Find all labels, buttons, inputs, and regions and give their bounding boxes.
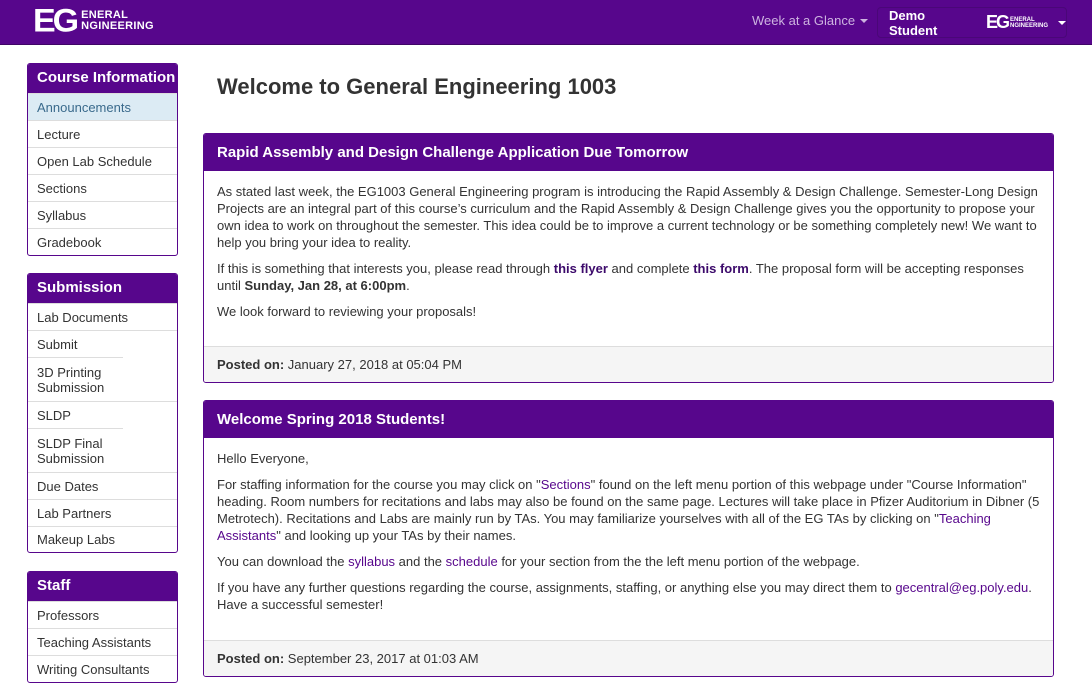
posted-on-label: Posted on: [217, 651, 285, 666]
sidebar-item-due-dates[interactable]: Due Dates [28, 472, 177, 499]
user-logo-word-general: ENERAL [1009, 16, 1035, 23]
staff-panel [27, 571, 178, 683]
announcement-paragraph: Hello Everyone, [217, 451, 309, 466]
sidebar-item-writing-consultants[interactable]: Writing Consultants [28, 655, 177, 682]
user-name: Demo Student [889, 7, 938, 38]
sidebar-item-submit[interactable]: Submit [28, 330, 177, 357]
week-at-a-glance-label: Week at a Glance [752, 13, 856, 28]
eg-logo-word-engineering: NGINEERING [81, 20, 154, 32]
eg-logo-link[interactable] [33, 2, 154, 40]
page-title: Welcome to General Engineering 1003 [217, 74, 617, 99]
eg-logo-letters: EG [33, 2, 77, 40]
announcement-card [203, 400, 1054, 677]
sidebar-item-lab-documents[interactable]: Lab Documents [28, 303, 177, 330]
caret-down-icon [1058, 21, 1066, 25]
user-logo-word-engineering: NGINEERING [1009, 22, 1048, 29]
announcement-paragraph: If you have any further questions regarding the course, assignments, staffing, or anything else you may direct them to gecentral@eg.poly.edu. Have a successful semester! [217, 580, 1032, 612]
announcement-footer [204, 346, 1053, 382]
staff-heading: Staff [28, 572, 177, 601]
sidebar-item-sections[interactable]: Sections [28, 174, 177, 201]
flyer-link[interactable]: this flyer [553, 261, 608, 276]
top-navbar [0, 0, 1092, 45]
announcement-body [204, 438, 1053, 613]
caret-down-icon [860, 19, 868, 23]
sidebar-item-professors[interactable]: Professors [28, 601, 177, 628]
sidebar-item-gradebook[interactable]: Gradebook [28, 228, 177, 255]
sidebar-item-announcements[interactable]: Announcements [28, 93, 177, 120]
announcement-footer [204, 640, 1053, 676]
sidebar-item-makeup-labs[interactable]: Makeup Labs [28, 526, 177, 552]
course-information-heading: Course Information [28, 64, 177, 93]
sidebar-item-3d-printing-submission[interactable]: 3D Printing Submission [28, 357, 123, 401]
sidebar-item-syllabus[interactable]: Syllabus [28, 201, 177, 228]
form-link[interactable]: this form [693, 261, 749, 276]
announcement-card [203, 133, 1054, 383]
posted-on-date: September 23, 2017 at 01:03 AM [287, 651, 479, 666]
user-logo-letters: EG [985, 12, 1008, 32]
week-at-a-glance-dropdown[interactable] [752, 13, 868, 28]
announcement-body [204, 171, 1053, 320]
schedule-link[interactable]: schedule [445, 554, 498, 569]
eg-logo-word-general: ENERAL [81, 9, 129, 21]
sidebar-item-lecture[interactable]: Lecture [28, 120, 177, 147]
announcement-paragraph: We look forward to reviewing your proposals! [217, 304, 477, 319]
announcement-paragraph: If this is something that interests you, please read through this flyer and complete this form. The proposal form will be accepting responses until Sunday, Jan 28, at 6:00pm. [217, 261, 1024, 293]
submission-panel [27, 273, 178, 553]
course-information-panel [27, 63, 178, 256]
announcement-paragraph: As stated last week, the EG1003 General Engineering program is introducing the Rapid Assembly & Design Challenge. Semester-Long Design Projects are an integral part of this course’s curriculum and the Rapid Assembly & Design Challenge gives you the opportunity to propose your own idea to work on throughout the semester. This idea could be to improve a current technology or be something completely new! We want to help you bring your idea to reality. [217, 184, 1038, 250]
user-eg-logo [986, 12, 1048, 33]
announcement-paragraph: You can download the syllabus and the schedule for your section from the the left menu portion of the webpage. [217, 554, 860, 569]
posted-on-date: January 27, 2018 at 05:04 PM [287, 357, 462, 372]
teaching-assistants-link[interactable]: Teaching Assistants [217, 511, 991, 543]
deadline-text: Sunday, Jan 28, at 6:00pm [244, 278, 407, 293]
announcement-paragraph: For staffing information for the course you may click on "Sections" found on the left menu portion of this webpage under "Course Information" heading. Room numbers for recitations and labs may also be found on the same page. Lectures will take place in Pfizer Auditorium in Dibner (5 Metrotech). Recitations and Labs are mainly run by TAs. You may familiarize yourselves with all of the EG TAs by clicking on "Teaching Assistants" and looking up your TAs by their names. [217, 477, 1040, 543]
sections-link[interactable]: Sections [540, 477, 591, 492]
user-menu-dropdown[interactable] [877, 7, 1067, 38]
announcement-title: Rapid Assembly and Design Challenge Application Due Tomorrow [204, 134, 1053, 171]
eg-logo-words [81, 10, 154, 32]
sidebar-item-open-lab-schedule[interactable]: Open Lab Schedule [28, 147, 177, 174]
submission-heading: Submission [28, 274, 177, 303]
sidebar-item-lab-partners[interactable]: Lab Partners [28, 499, 177, 526]
announcement-title: Welcome Spring 2018 Students! [204, 401, 1053, 438]
sidebar-item-teaching-assistants[interactable]: Teaching Assistants [28, 628, 177, 655]
syllabus-link[interactable]: syllabus [348, 554, 396, 569]
sidebar-item-sldp-final-submission[interactable]: SLDP Final Submission [28, 428, 123, 472]
sidebar-item-sldp[interactable]: SLDP [28, 401, 177, 428]
posted-on-label: Posted on: [217, 357, 285, 372]
email-link[interactable]: gecentral@eg.poly.edu [895, 580, 1029, 595]
